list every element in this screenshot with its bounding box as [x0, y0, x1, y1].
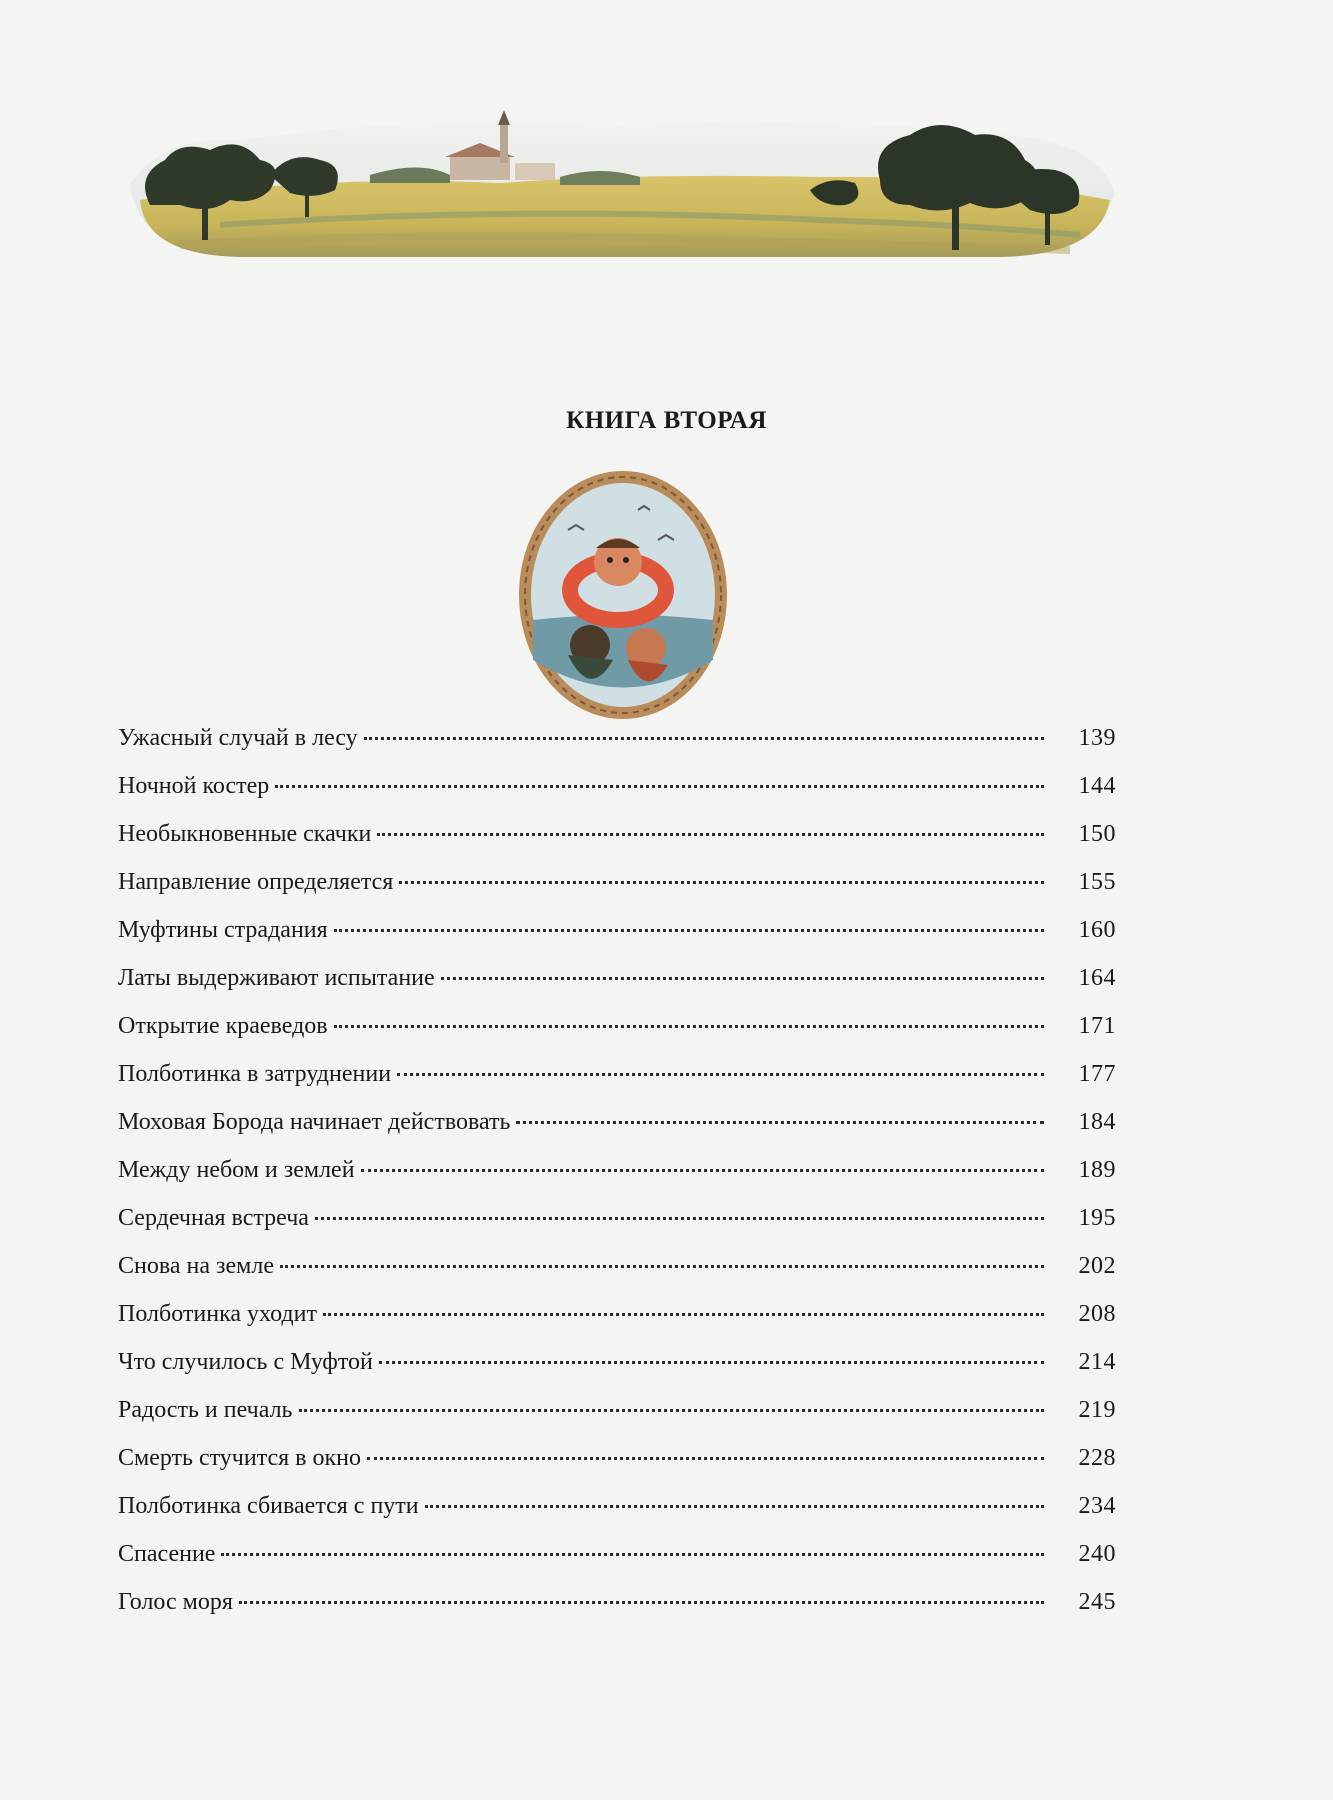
- toc-entry-page: 184: [1078, 1109, 1116, 1135]
- dot-leader: [315, 1217, 1044, 1220]
- toc-entry[interactable]: [118, 965, 1116, 1013]
- toc-entry[interactable]: [118, 1445, 1116, 1493]
- toc-entry-page: 195: [1078, 1205, 1116, 1231]
- toc-entry[interactable]: [118, 1013, 1116, 1061]
- toc-entry-page: 150: [1078, 821, 1116, 847]
- toc-entry[interactable]: [118, 869, 1116, 917]
- dot-leader: [377, 833, 1044, 836]
- toc-entry-page: 177: [1078, 1061, 1116, 1087]
- toc-entry-title: Голос моря: [118, 1589, 233, 1615]
- toc-entry[interactable]: [118, 917, 1116, 965]
- dot-leader: [364, 737, 1044, 740]
- dot-leader: [221, 1553, 1044, 1556]
- toc-entry-page: 245: [1078, 1589, 1116, 1615]
- toc-entry[interactable]: [118, 773, 1116, 821]
- characters-in-rope-frame-illustration: [518, 470, 728, 720]
- toc-entry-title: Муфтины страдания: [118, 917, 328, 943]
- dot-leader: [299, 1409, 1045, 1412]
- toc-entry[interactable]: [118, 1493, 1116, 1541]
- dot-leader: [275, 785, 1044, 788]
- dot-leader: [441, 977, 1044, 980]
- toc-entry[interactable]: [118, 1205, 1116, 1253]
- dot-leader: [425, 1505, 1044, 1508]
- toc-entry-title: Ужасный случай в лесу: [118, 725, 358, 751]
- toc-entry-title: Ночной костер: [118, 773, 270, 799]
- dot-leader: [367, 1457, 1044, 1460]
- section-heading: КНИГА ВТОРАЯ: [566, 407, 767, 434]
- dot-leader: [516, 1121, 1044, 1124]
- toc-entry-title: Сердечная встреча: [118, 1205, 309, 1231]
- toc-entry-page: 228: [1078, 1445, 1116, 1471]
- toc-entry-title: Спасение: [118, 1541, 216, 1567]
- toc-entry-title: Полботинка сбивается с пути: [118, 1493, 419, 1519]
- toc-entry-page: 164: [1078, 965, 1116, 991]
- toc-entry-title: Направление определяется: [118, 869, 394, 895]
- toc-entry-title: Полботинка в затруднении: [118, 1061, 392, 1087]
- toc-entry-page: 208: [1078, 1301, 1116, 1327]
- dot-leader: [280, 1265, 1044, 1268]
- dot-leader: [399, 881, 1044, 884]
- dot-leader: [334, 1025, 1044, 1028]
- toc-entry-title: Радость и печаль: [118, 1397, 293, 1423]
- table-of-contents: [118, 725, 1116, 1637]
- toc-entry-page: 189: [1078, 1157, 1116, 1183]
- toc-entry-title: Моховая Борода начинает действовать: [118, 1109, 511, 1135]
- dot-leader: [379, 1361, 1044, 1364]
- dot-leader: [239, 1601, 1044, 1604]
- dot-leader: [397, 1073, 1044, 1076]
- toc-entry-page: 234: [1078, 1493, 1116, 1519]
- toc-entry-title: Между небом и землей: [118, 1157, 355, 1183]
- toc-entry[interactable]: [118, 1589, 1116, 1637]
- toc-entry-title: Снова на земле: [118, 1253, 274, 1279]
- dot-leader: [334, 929, 1044, 932]
- toc-entry-page: 144: [1078, 773, 1116, 799]
- toc-entry-page: 240: [1078, 1541, 1116, 1567]
- toc-entry-page: 139: [1078, 725, 1116, 751]
- toc-entry[interactable]: [118, 1397, 1116, 1445]
- toc-entry[interactable]: [118, 1349, 1116, 1397]
- toc-entry-page: 214: [1078, 1349, 1116, 1375]
- toc-entry[interactable]: [118, 1157, 1116, 1205]
- toc-entry[interactable]: [118, 725, 1116, 773]
- toc-entry-page: 160: [1078, 917, 1116, 943]
- toc-entry-title: Латы выдерживают испытание: [118, 965, 435, 991]
- dot-leader: [323, 1313, 1044, 1316]
- toc-entry-title: Полботинка уходит: [118, 1301, 317, 1327]
- dot-leader: [361, 1169, 1044, 1172]
- toc-entry-title: Что случилось с Муфтой: [118, 1349, 373, 1375]
- toc-entry-page: 155: [1078, 869, 1116, 895]
- toc-entry[interactable]: [118, 1061, 1116, 1109]
- landscape-illustration: [120, 105, 1120, 265]
- toc-entry-page: 202: [1078, 1253, 1116, 1279]
- toc-entry-page: 171: [1078, 1013, 1116, 1039]
- toc-entry-title: Открытие краеведов: [118, 1013, 328, 1039]
- toc-entry[interactable]: [118, 1541, 1116, 1589]
- toc-entry[interactable]: [118, 1253, 1116, 1301]
- toc-entry[interactable]: [118, 1109, 1116, 1157]
- toc-entry-page: 219: [1078, 1397, 1116, 1423]
- toc-entry[interactable]: [118, 1301, 1116, 1349]
- toc-entry-title: Необыкновенные скачки: [118, 821, 372, 847]
- toc-entry[interactable]: [118, 821, 1116, 869]
- toc-entry-title: Смерть стучится в окно: [118, 1445, 362, 1471]
